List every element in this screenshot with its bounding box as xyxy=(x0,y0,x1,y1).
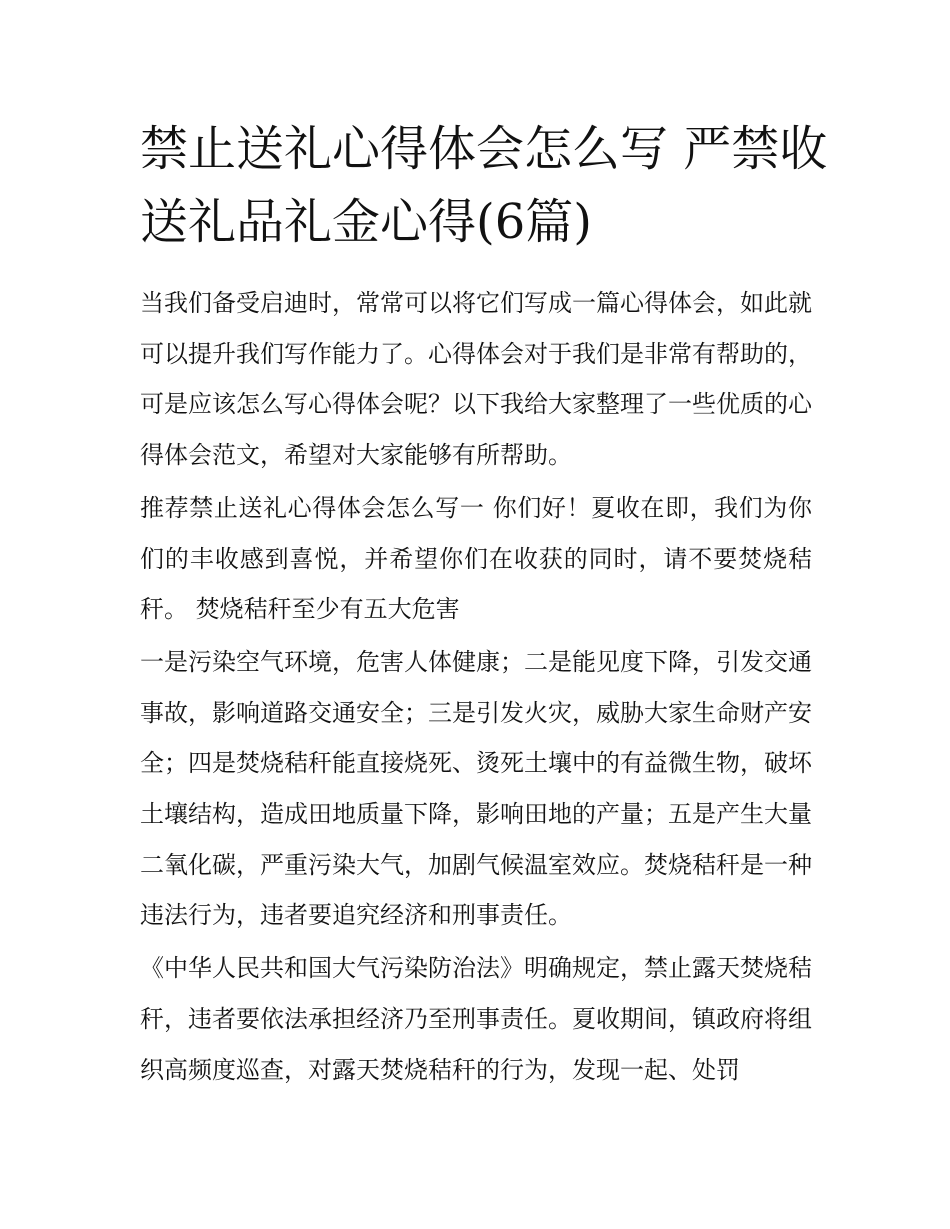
hazards-paragraph: 一是污染空气环境，危害人体健康；二是能见度下降，引发交通事故，影响道路交通安全；三是引发火灾，威胁大家生命财产安全；四是焚烧秸秆能直接烧死、烫死土壤中的有益微生物，破坏土壤结构，造成田地质量下降，影响田地的产量；五是产生大量二氧化碳，严重污染大气，加剧气候温室效应。焚烧秸秆是一种违法行为，违者要追究经济和刑事责任。 xyxy=(140,647,812,930)
document-title: 禁止送礼心得体会怎么写 严禁收送礼品礼金心得(6篇) xyxy=(140,121,828,250)
document-body xyxy=(140,278,812,1097)
recommendation-paragraph: 推荐禁止送礼心得体会怎么写一 你们好！夏收在即，我们为你们的丰收感到喜悦，并希望你们在收获的同时，请不要焚烧秸秆。 焚烧秸秆至少有五大危害 xyxy=(140,493,812,624)
intro-paragraph: 当我们备受启迪时，常常可以将它们写成一篇心得体会，如此就可以提升我们写作能力了。心得体会对于我们是非常有帮助的，可是应该怎么写心得体会呢？以下我给大家整理了一些优质的心得体会范文，希望对大家能够有所帮助。 xyxy=(140,289,812,470)
law-paragraph: 《中华人民共和国大气污染防治法》明确规定，禁止露天焚烧秸秆，违者要依法承担经济乃至刑事责任。夏收期间，镇政府将组织高频度巡查，对露天焚烧秸秆的行为，发现一起、处罚 xyxy=(140,954,812,1084)
